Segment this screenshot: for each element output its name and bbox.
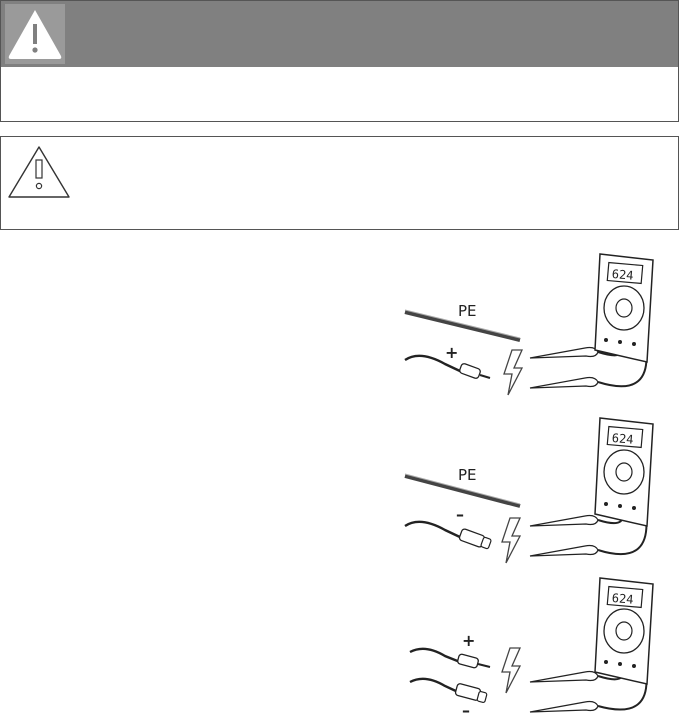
dc-socket-connector	[459, 528, 492, 549]
caution-triangle-outline-icon	[5, 143, 73, 203]
dc-socket-connector	[455, 683, 487, 703]
meter-display-value: 624	[611, 590, 635, 607]
plug-polarity-label: –	[456, 505, 464, 524]
dc-cable	[405, 522, 462, 538]
measurement-figure-minus-pe	[400, 412, 681, 568]
measurement-figure-plus-minus	[400, 576, 681, 723]
plug-polarity-label: +	[445, 343, 459, 362]
pe-label: PE	[458, 302, 477, 320]
meter-display-value: 624	[611, 266, 635, 283]
lightning-bolt-icon	[502, 518, 520, 563]
lightning-bolt-icon	[504, 350, 522, 395]
figure-3-drawing	[400, 576, 681, 723]
dc-cable-positive	[410, 649, 460, 662]
warning-triangle-icon	[5, 4, 65, 64]
danger-header-bar	[1, 1, 678, 67]
figure-2-drawing	[400, 412, 681, 568]
plug-polarity-label-bottom: –	[462, 701, 470, 720]
caution-warning-box	[0, 136, 679, 230]
dc-plug-connector	[459, 363, 490, 379]
meter-display-value: 624	[611, 430, 635, 447]
dc-cable-negative	[410, 679, 458, 692]
lightning-bolt-icon	[502, 648, 520, 693]
danger-warning-box	[0, 0, 679, 122]
dc-plug-connector	[457, 654, 490, 669]
pe-label: PE	[458, 466, 477, 484]
measurement-figure-plus-pe	[400, 250, 681, 400]
figure-1-drawing	[400, 250, 681, 400]
plug-polarity-label-top: +	[462, 631, 476, 650]
